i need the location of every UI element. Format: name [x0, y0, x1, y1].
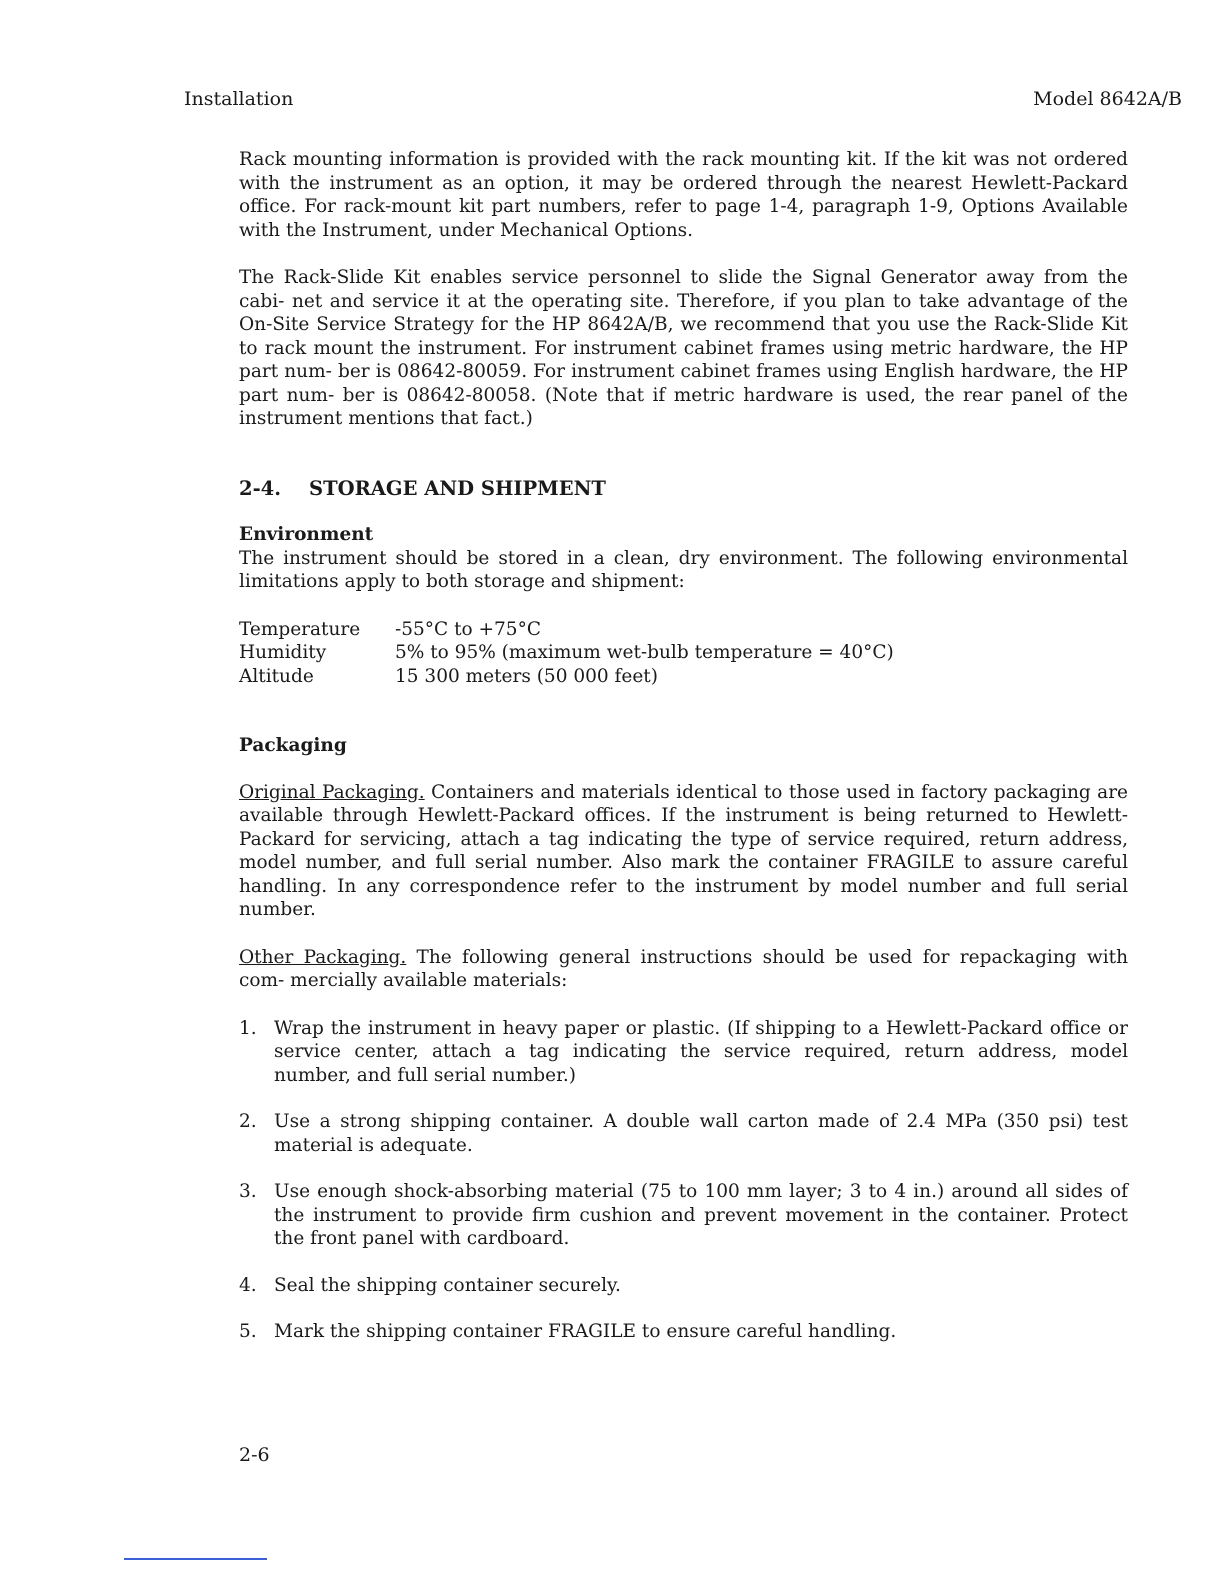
footer-divider: [124, 1558, 267, 1560]
packaging-steps-list: [239, 1017, 1128, 1344]
other-packaging-label: Other Packaging.: [239, 946, 407, 968]
other-packaging-text: The following general instructions should be used for repackaging with com- mercially available materials:: [239, 946, 1128, 991]
packaging-heading: Packaging: [239, 735, 347, 756]
environment-row: [239, 665, 1128, 689]
list-item: [239, 1180, 1128, 1251]
list-item: [239, 1274, 1128, 1298]
environment-row: [239, 641, 1128, 665]
step-text: Seal the shipping container securely.: [274, 1274, 621, 1296]
original-packaging-paragraph: [239, 781, 1128, 922]
environment-label: Humidity: [239, 642, 327, 663]
section-title: STORAGE AND SHIPMENT: [309, 476, 606, 500]
environment-label: Temperature: [239, 618, 361, 640]
environment-heading: Environment: [239, 524, 374, 545]
list-item: [239, 1017, 1128, 1088]
header-model-label: Model 8642A/B: [1033, 88, 1182, 110]
environment-value: 15 300 meters (50 000 feet): [395, 665, 658, 687]
step-number: 5.: [239, 1321, 257, 1342]
header-section-label: Installation: [184, 88, 294, 110]
other-packaging-paragraph: [239, 946, 1128, 993]
step-text: Use a strong shipping container. A double wall carton made of 2.4 MPa (350 psi) test material is adequate.: [274, 1111, 1128, 1156]
step-text: Mark the shipping container FRAGILE to ensure careful handling.: [274, 1321, 897, 1342]
step-text: Use enough shock-absorbing material (75 to 100 mm layer; 3 to 4 in.) around all sides of the instrument to provide firm cushion and prevent movement in the container. Protect the front panel with cardboard.: [274, 1181, 1128, 1249]
section-heading: [239, 477, 1128, 501]
page-number: 2-6: [239, 1444, 270, 1466]
environment-label: Altitude: [239, 665, 314, 687]
step-text: Wrap the instrument in heavy paper or plastic. (If shipping to a Hewlett-Packard office or service center, attach a tag indicating the service required, return address, model number, and full serial number.): [274, 1017, 1128, 1086]
section-number: 2-4.: [239, 476, 282, 500]
list-item: [239, 1110, 1128, 1157]
environment-row: [239, 618, 1128, 642]
step-number: 2.: [239, 1111, 257, 1132]
environment-value: 5% to 95% (maximum wet-bulb temperature = 40°C): [395, 642, 894, 663]
page-body: [239, 148, 1128, 1367]
intro-paragraph-rack-mount: Rack mounting information is provided with the rack mounting kit. If the kit was not ordered with the instrument as an option, it may be ordered through the nearest Hewlett-Packard office. For rack-mount kit part numbers, refer to page 1-4, paragraph 1-9, Options Available with the Instrument, under Mechanical Options.: [239, 149, 1128, 241]
environment-text: The instrument should be stored in a clean, dry environment. The following environmental limitations apply to both storage and shipment:: [239, 547, 1128, 592]
environment-value: -55°C to +75°C: [395, 618, 541, 640]
intro-paragraph-rack-slide: The Rack-Slide Kit enables service personnel to slide the Signal Generator away from the cabi- net and service it at the operating site. Therefore, if you plan to take advantage of the On-Site Service Strategy for the HP 8642A/B, we recommend that you use the Rack-Slide Kit to rack mount the instrument. For instrument cabinet frames using metric hardware, the HP part num- ber is 08642-80059. For instrument cabinet frames using English hardware, the HP part num- ber is 08642-80058. (Note that if metric hardware is used, the rear panel of the instrument mentions that fact.): [239, 267, 1128, 429]
original-packaging-text: Containers and materials identical to those used in factory packaging are available through Hewlett-Packard offices. If the instrument is being returned to Hewlett-Packard for servicing, attach a tag indicating the type of service required, return address, model number, and full serial number. Also mark the container FRAGILE to assure careful handling. In any correspondence refer to the instrument by model number and full serial number.: [239, 781, 1128, 920]
step-number: 3.: [239, 1181, 257, 1202]
list-item: [239, 1320, 1128, 1344]
step-number: 4.: [239, 1274, 257, 1296]
environment-table: [239, 618, 1128, 689]
original-packaging-label: Original Packaging.: [239, 781, 425, 803]
step-number: 1.: [239, 1017, 257, 1039]
